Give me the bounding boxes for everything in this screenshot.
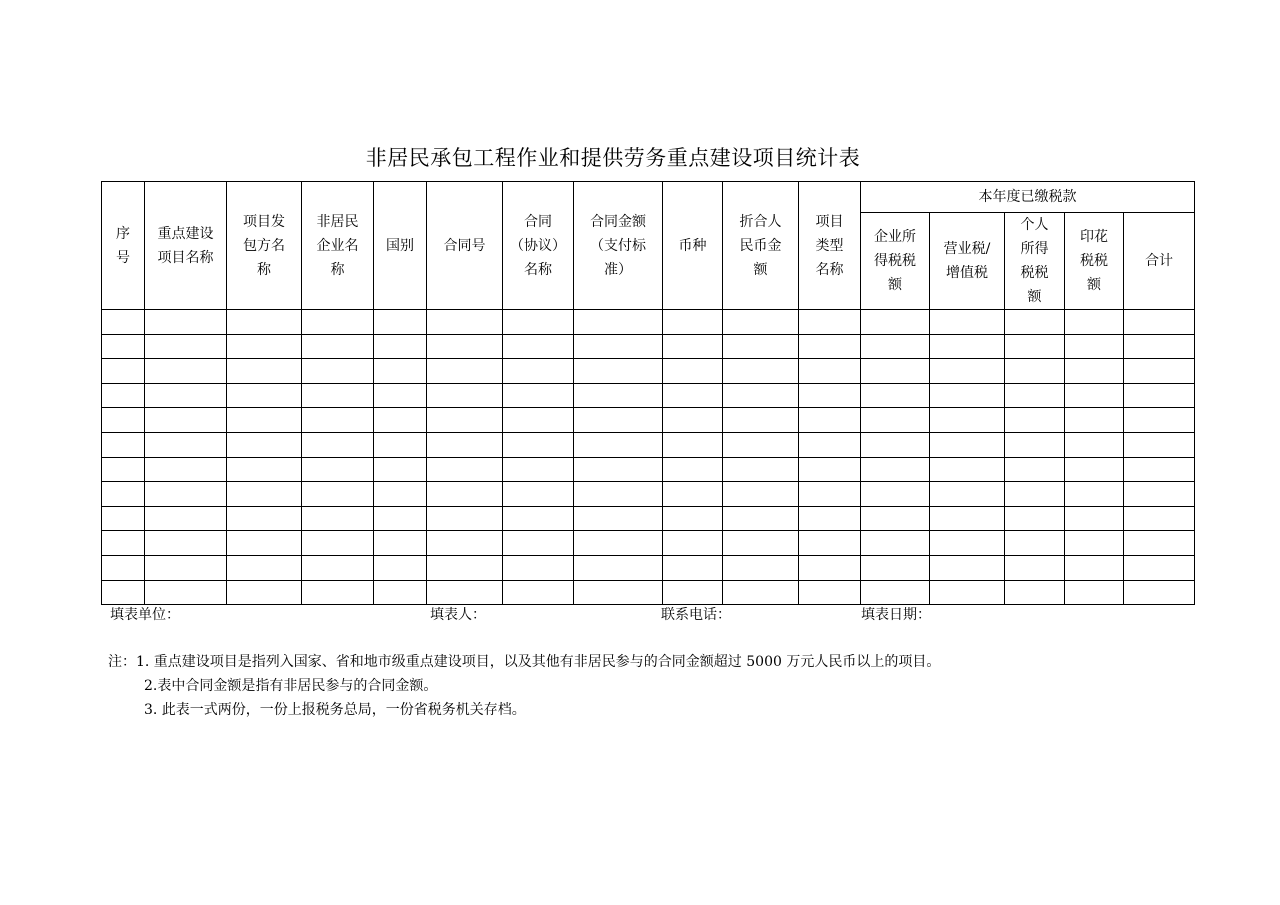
table-row [102,482,1195,507]
table-cell[interactable] [145,359,227,384]
table-cell[interactable] [227,457,302,482]
table-cell[interactable] [1005,457,1065,482]
header-contract-no [427,182,503,310]
header-client-label: 项目发 包方名 称 [243,213,285,278]
table-cell[interactable] [1005,482,1065,507]
table-cell[interactable] [302,555,374,580]
table-cell[interactable] [374,334,427,359]
table-cell[interactable] [1065,408,1124,433]
table-cell[interactable] [799,555,861,580]
table-cell[interactable] [1005,408,1065,433]
footer-filler-label: 填表人： [430,607,486,623]
header-seq [102,182,145,310]
table-cell[interactable] [663,408,723,433]
table-cell[interactable] [374,432,427,457]
table-cell[interactable] [374,531,427,556]
header-seq-label: 序 号 [116,225,130,266]
table-cell[interactable] [227,310,302,335]
table-cell[interactable] [861,408,930,433]
table-cell[interactable] [145,482,227,507]
table-cell[interactable] [574,555,663,580]
table-cell[interactable] [102,457,145,482]
header-country [374,182,427,310]
table-cell[interactable] [227,383,302,408]
note-1: 注：1. 重点建设项目是指列入国家、省和地市级重点建设项目，以及其他有非居民参与的合同金额超过 5000 万元人民币以上的项目。 [108,654,941,670]
table-cell[interactable] [799,359,861,384]
table-cell[interactable] [1124,310,1195,335]
table-cell[interactable] [374,580,427,605]
table-cell[interactable] [861,432,930,457]
table-cell[interactable] [574,506,663,531]
table-cell[interactable] [1124,408,1195,433]
header-total [1124,213,1195,310]
table-cell[interactable] [574,334,663,359]
table-cell[interactable] [1065,506,1124,531]
table-cell[interactable] [503,506,574,531]
table-cell[interactable] [723,432,799,457]
header-contract-amount [574,182,663,310]
table-cell[interactable] [1005,383,1065,408]
header-stamp-tax [1065,213,1124,310]
table-cell[interactable] [145,334,227,359]
table-cell[interactable] [145,408,227,433]
table-cell[interactable] [930,359,1005,384]
table-cell[interactable] [574,482,663,507]
table-cell[interactable] [799,580,861,605]
header-project-name [145,182,227,310]
table-cell[interactable] [302,432,374,457]
table-cell[interactable] [930,555,1005,580]
table-cell[interactable] [723,531,799,556]
header-corp-income-tax [861,213,930,310]
table-cell[interactable] [374,457,427,482]
table-cell[interactable] [723,482,799,507]
header-rmb-amount [723,182,799,310]
header-personal-income-tax-label: 个人 所得 税税 额 [1020,217,1049,305]
header-total-label: 合计 [1145,253,1173,269]
table-cell[interactable] [723,334,799,359]
table-cell[interactable] [102,432,145,457]
header-currency [663,182,723,310]
table-cell[interactable] [102,310,145,335]
table-cell[interactable] [930,482,1005,507]
note-3: 3. 此表一式两份，一份上报税务总局，一份省税务机关存档。 [144,702,526,718]
table-cell[interactable] [227,555,302,580]
statistics-table [101,181,1195,605]
table-cell[interactable] [1065,334,1124,359]
table-cell[interactable] [663,432,723,457]
table-cell[interactable] [427,408,503,433]
table-cell[interactable] [663,555,723,580]
table-cell[interactable] [1005,506,1065,531]
table-cell[interactable] [1065,383,1124,408]
table-cell[interactable] [427,506,503,531]
table-cell[interactable] [302,334,374,359]
header-contract-name-label: 合同 （协议） 名称 [510,213,566,278]
table-cell[interactable] [930,531,1005,556]
table-row [102,555,1195,580]
header-contract-name [503,182,574,310]
table-cell[interactable] [574,580,663,605]
table-cell[interactable] [503,383,574,408]
table-cell[interactable] [930,383,1005,408]
table-cell[interactable] [302,408,374,433]
table-cell[interactable] [663,580,723,605]
table-cell[interactable] [374,310,427,335]
table-cell[interactable] [1065,457,1124,482]
table-header [102,182,1195,310]
footer-phone-label: 联系电话： [661,607,731,623]
table-cell[interactable] [861,383,930,408]
table-cell[interactable] [427,555,503,580]
table-cell[interactable] [227,408,302,433]
table-cell[interactable] [663,359,723,384]
header-personal-income-tax [1005,213,1065,310]
table-cell[interactable] [861,555,930,580]
table-cell[interactable] [1005,580,1065,605]
table-cell[interactable] [427,531,503,556]
table-cell[interactable] [1065,310,1124,335]
table-cell[interactable] [503,432,574,457]
table-cell[interactable] [574,408,663,433]
table-cell[interactable] [1124,432,1195,457]
table-cell[interactable] [374,383,427,408]
table-cell[interactable] [102,383,145,408]
table-cell[interactable] [1124,580,1195,605]
table-cell[interactable] [861,506,930,531]
table-cell[interactable] [227,506,302,531]
header-project-name-label: 重点建设 项目名称 [157,225,214,266]
table-cell[interactable] [302,310,374,335]
table-cell[interactable] [102,555,145,580]
table-cell[interactable] [574,531,663,556]
table-cell[interactable] [302,506,374,531]
table-cell[interactable] [427,334,503,359]
table-cell[interactable] [1065,432,1124,457]
table-cell[interactable] [102,580,145,605]
header-enterprise-label: 非居民 企业名 称 [316,213,359,278]
table-cell[interactable] [503,334,574,359]
table-cell[interactable] [227,334,302,359]
table-cell[interactable] [1005,359,1065,384]
table-cell[interactable] [374,555,427,580]
table-cell[interactable] [723,310,799,335]
table-cell[interactable] [102,408,145,433]
table-cell[interactable] [374,408,427,433]
table-row [102,359,1195,384]
table-cell[interactable] [723,555,799,580]
table-cell[interactable] [145,555,227,580]
table-cell[interactable] [930,506,1005,531]
table-cell[interactable] [503,359,574,384]
table-cell[interactable] [723,383,799,408]
table-cell[interactable] [799,531,861,556]
footer-unit-label: 填表单位： [110,607,180,623]
table-cell[interactable] [145,457,227,482]
table-cell[interactable] [574,383,663,408]
header-tax-group-label: 本年度已缴税款 [978,189,1077,205]
table-cell[interactable] [663,506,723,531]
table-cell[interactable] [227,359,302,384]
header-corp-income-tax-label: 企业所 得税税 额 [874,229,916,293]
table-cell[interactable] [1124,531,1195,556]
table-cell[interactable] [574,310,663,335]
table-cell[interactable] [503,580,574,605]
table-cell[interactable] [799,506,861,531]
table-cell[interactable] [1065,359,1124,384]
table-cell[interactable] [427,482,503,507]
table-cell[interactable] [930,408,1005,433]
table-cell[interactable] [574,432,663,457]
table-cell[interactable] [145,432,227,457]
header-rmb-amount-label: 折合人 民币金 额 [739,213,782,278]
table-cell[interactable] [102,506,145,531]
table-cell[interactable] [227,432,302,457]
table-cell[interactable] [861,457,930,482]
table-cell[interactable] [1005,432,1065,457]
table-cell[interactable] [799,482,861,507]
table-cell[interactable] [102,482,145,507]
table-cell[interactable] [799,310,861,335]
table-cell[interactable] [503,482,574,507]
table-cell[interactable] [374,506,427,531]
table-cell[interactable] [227,580,302,605]
notes-section [108,650,940,722]
table-cell[interactable] [723,408,799,433]
table-cell[interactable] [427,432,503,457]
table-cell[interactable] [1065,482,1124,507]
table-cell[interactable] [1124,506,1195,531]
header-contract-amount-label: 合同金额 （支付标 准） [590,213,646,278]
header-stamp-tax-label: 印花 税税 额 [1080,229,1108,293]
table-cell[interactable] [1124,457,1195,482]
table-cell[interactable] [1005,531,1065,556]
table-cell[interactable] [1124,555,1195,580]
table-cell[interactable] [930,457,1005,482]
header-project-type-label: 项目 类型 名称 [815,213,844,278]
table-cell[interactable] [503,555,574,580]
header-business-vat-label: 营业税/ 增值税 [943,241,991,281]
table-cell[interactable] [723,506,799,531]
table-row [102,310,1195,335]
table-cell[interactable] [799,334,861,359]
table-cell[interactable] [302,580,374,605]
table-cell[interactable] [861,310,930,335]
table-cell[interactable] [302,482,374,507]
table-row [102,531,1195,556]
table-cell[interactable] [503,408,574,433]
table-cell[interactable] [102,531,145,556]
table-cell[interactable] [427,383,503,408]
table-cell[interactable] [503,531,574,556]
table-cell[interactable] [227,531,302,556]
table-cell[interactable] [574,359,663,384]
table-cell[interactable] [145,580,227,605]
table-cell[interactable] [102,334,145,359]
table-cell[interactable] [930,580,1005,605]
table-cell[interactable] [861,359,930,384]
table-row [102,432,1195,457]
table-cell[interactable] [930,432,1005,457]
table-cell[interactable] [145,506,227,531]
header-enterprise [302,182,374,310]
table-cell[interactable] [227,482,302,507]
table-cell[interactable] [1065,580,1124,605]
table-row [102,580,1195,605]
table-row [102,506,1195,531]
table-cell[interactable] [861,580,930,605]
table-cell[interactable] [723,359,799,384]
table-cell[interactable] [861,334,930,359]
table-cell[interactable] [861,531,930,556]
table-cell[interactable] [723,580,799,605]
header-contract-no-label: 合同号 [443,237,486,254]
table-cell[interactable] [663,531,723,556]
table-cell[interactable] [374,482,427,507]
table-cell[interactable] [302,531,374,556]
header-currency-label: 币种 [678,237,707,254]
table-cell[interactable] [1124,383,1195,408]
table-cell[interactable] [427,580,503,605]
table-cell[interactable] [1005,334,1065,359]
table-cell[interactable] [427,457,503,482]
table-row [102,383,1195,408]
table-cell[interactable] [302,383,374,408]
table-cell[interactable] [1124,334,1195,359]
table-cell[interactable] [145,310,227,335]
table-cell[interactable] [799,383,861,408]
table-cell[interactable] [1005,555,1065,580]
table-cell[interactable] [723,457,799,482]
table-cell[interactable] [1065,531,1124,556]
table-cell[interactable] [145,531,227,556]
table-cell[interactable] [145,383,227,408]
table-cell[interactable] [427,359,503,384]
table-cell[interactable] [930,334,1005,359]
table-cell[interactable] [427,310,503,335]
header-country-label: 国别 [386,237,414,254]
table-cell[interactable] [930,310,1005,335]
table-cell[interactable] [503,457,574,482]
footer-date-label: 填表日期： [861,607,931,623]
table-cell[interactable] [861,482,930,507]
table-cell[interactable] [663,310,723,335]
table-cell[interactable] [799,408,861,433]
table-cell[interactable] [574,457,663,482]
header-tax-group [861,182,1195,213]
table-row [102,334,1195,359]
table-cell[interactable] [1124,482,1195,507]
table-cell[interactable] [663,383,723,408]
form-title: 非居民承包工程作业和提供劳务重点建设项目统计表 [365,146,861,170]
table-cell[interactable] [102,359,145,384]
header-project-type [799,182,861,310]
table-cell[interactable] [799,432,861,457]
table-cell[interactable] [1124,359,1195,384]
header-client [227,182,302,310]
table-cell[interactable] [1005,310,1065,335]
table-cell[interactable] [302,359,374,384]
table-cell[interactable] [503,310,574,335]
table-body [102,310,1195,605]
table-cell[interactable] [374,359,427,384]
header-business-vat [930,213,1005,310]
table-cell[interactable] [302,457,374,482]
table-cell[interactable] [663,482,723,507]
table-cell[interactable] [663,334,723,359]
table-cell[interactable] [663,457,723,482]
table-row [102,457,1195,482]
table-cell[interactable] [1065,555,1124,580]
table-row [102,408,1195,433]
table-cell[interactable] [799,457,861,482]
note-2: 2.表中合同金额是指有非居民参与的合同金额。 [144,678,438,694]
